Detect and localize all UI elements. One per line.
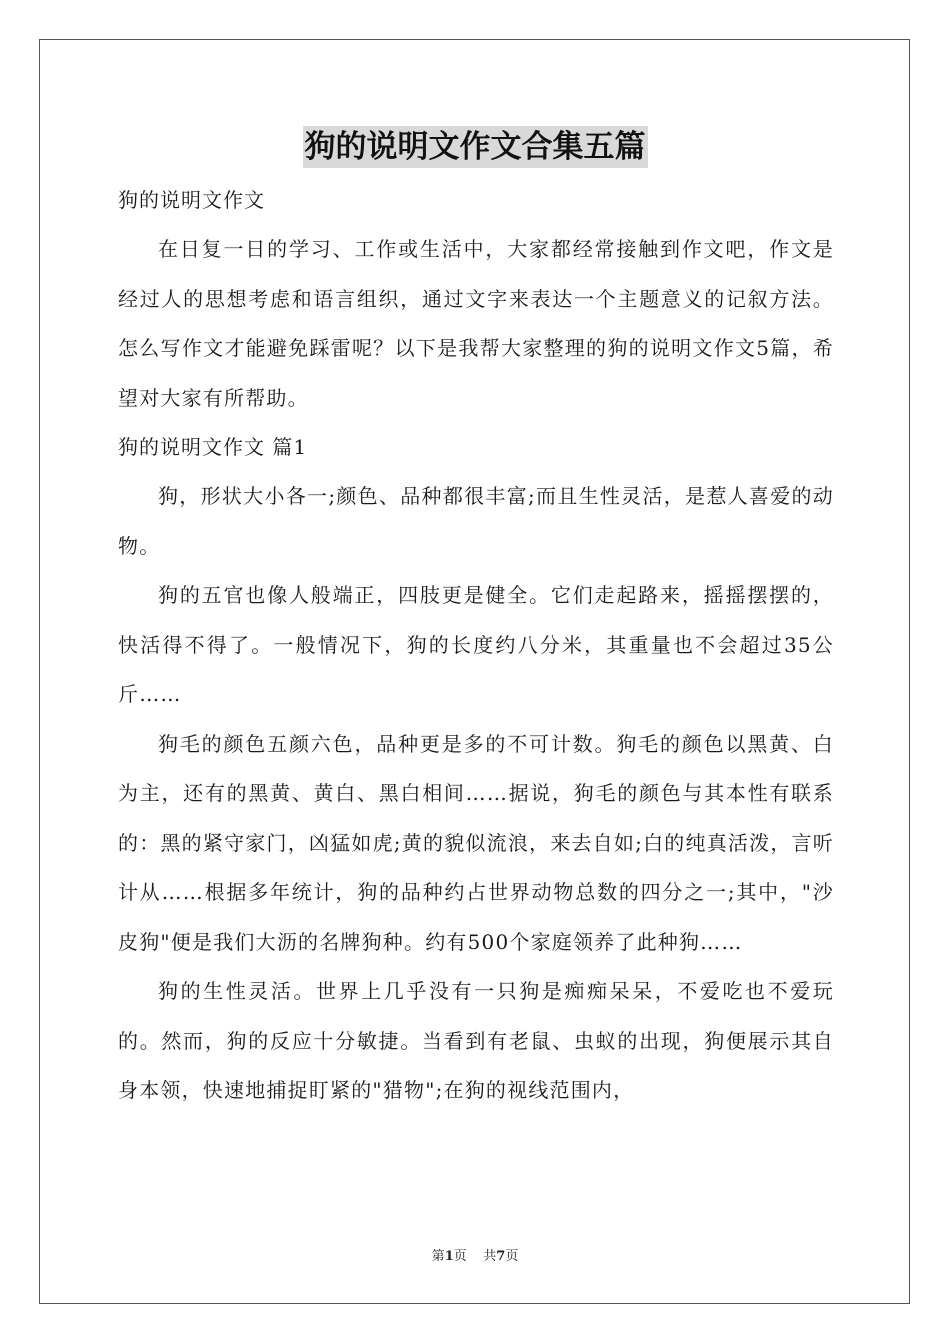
- paragraph: 狗的五官也像人般端正，四肢更是健全。它们走起路来，摇摇摆摆的，快活得不得了。一般情况下，狗的长度约八分米，其重量也不会超过35公斤……: [118, 583, 834, 706]
- total-page-number: 7: [496, 1249, 506, 1264]
- current-page-number: 1: [444, 1249, 454, 1264]
- section-heading: 狗的说明文作文 篇1: [118, 435, 308, 459]
- document-title: 狗的说明文作文合集五篇: [303, 126, 648, 168]
- paragraph: 在日复一日的学习、工作或生活中，大家都经常接触到作文吧，作文是经过人的思想考虑和语言组织，通过文字来表达一个主题意义的记叙方法。怎么写作文才能避免踩雷呢？以下是我帮大家整理的狗的说明文作文5篇，希望对大家有所帮助。: [118, 237, 834, 410]
- paragraph: 狗，形状大小各一;颜色、品种都很丰富;而且生性灵活，是惹人喜爱的动物。: [118, 484, 834, 558]
- paragraph: 狗的生性灵活。世界上几乎没有一只狗是痴痴呆呆，不爱吃也不爱玩的。然而，狗的反应十分敏捷。当看到有老鼠、虫蚁的出现，狗便展示其自身本领，快速地捕捉盯紧的"猎物";在狗的视线范围内，: [118, 979, 834, 1102]
- paragraph: 狗毛的颜色五颜六色，品种更是多的不可计数。狗毛的颜色以黑黄、白为主，还有的黑黄、黄白、黑白相间……据说，狗毛的颜色与其本性有联系的：黑的紧守家门，凶猛如虎;黄的貌似流浪，来去自如;白的纯真活泼，言听计从……根据多年统计，狗的品种约占世界动物总数的四分之一;其中，"沙皮狗"便是我们大沥的名牌狗种。约有500个家庭领养了此种狗……: [118, 731, 834, 954]
- footer-middle: 页 共: [453, 1249, 497, 1264]
- footer-prefix: 第: [431, 1249, 445, 1264]
- title-container: [0, 126, 950, 168]
- page-footer: [0, 1248, 950, 1266]
- document-body: [118, 176, 834, 1116]
- footer-suffix: 页: [505, 1249, 519, 1264]
- section-heading: 狗的说明文作文: [118, 188, 265, 212]
